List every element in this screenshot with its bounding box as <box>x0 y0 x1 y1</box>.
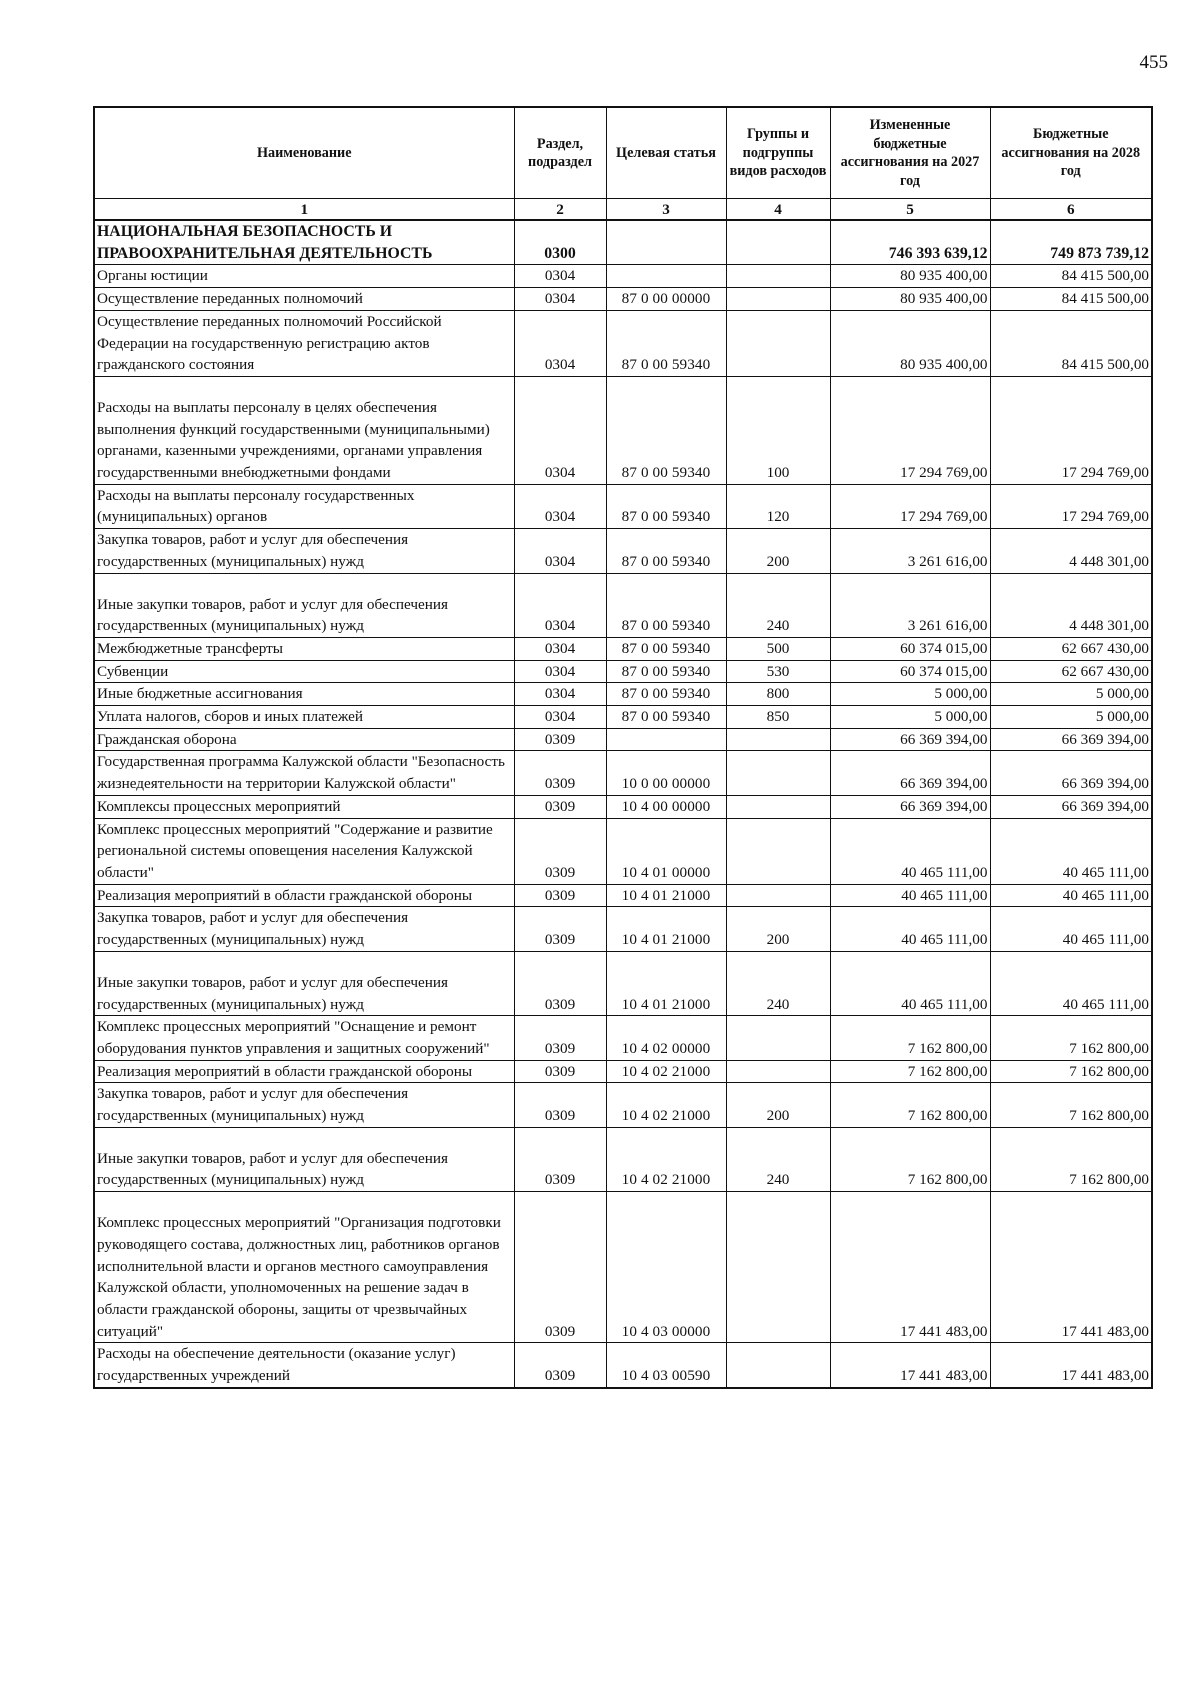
row-section: 0309 <box>514 728 606 751</box>
row-name: Реализация мероприятий в области гражданской обороны <box>94 1060 514 1083</box>
row-amount-2028: 17 294 769,00 <box>990 484 1152 528</box>
row-name: Комплексы процессных мероприятий <box>94 795 514 818</box>
row-section: 0309 <box>514 818 606 884</box>
row-amount-2027: 17 441 483,00 <box>830 1343 990 1388</box>
row-target-article: 10 0 00 00000 <box>606 751 726 795</box>
row-amount-2028: 84 415 500,00 <box>990 310 1152 376</box>
row-expense-type: 850 <box>726 706 830 729</box>
row-amount-2028: 4 448 301,00 <box>990 529 1152 573</box>
table-row <box>94 1060 1152 1083</box>
table-row <box>94 907 1152 951</box>
row-target-article <box>606 728 726 751</box>
row-section: 0304 <box>514 660 606 683</box>
column-number: 3 <box>606 199 726 221</box>
row-name: Комплекс процессных мероприятий "Содержание и развитие региональной системы оповещения населения Калужской области" <box>94 818 514 884</box>
table-row <box>94 220 1152 265</box>
header-target-article: Целевая статья <box>606 107 726 199</box>
row-section: 0309 <box>514 795 606 818</box>
row-amount-2027: 17 294 769,00 <box>830 376 990 484</box>
row-section: 0304 <box>514 637 606 660</box>
table-row <box>94 288 1152 311</box>
column-number: 1 <box>94 199 514 221</box>
table-row <box>94 265 1152 288</box>
table-row <box>94 884 1152 907</box>
row-target-article: 10 4 01 00000 <box>606 818 726 884</box>
budget-table <box>93 106 1153 1389</box>
row-expense-type: 200 <box>726 907 830 951</box>
row-target-article: 87 0 00 59340 <box>606 376 726 484</box>
row-name: Субвенции <box>94 660 514 683</box>
row-amount-2027: 7 162 800,00 <box>830 1127 990 1191</box>
row-amount-2028: 84 415 500,00 <box>990 288 1152 311</box>
row-name: Расходы на выплаты персоналу в целях обеспечения выполнения функций государственными (муниципальными) органами, казенными учреждениями, органами управления государственными внебюджетными фондами <box>94 376 514 484</box>
row-amount-2028: 40 465 111,00 <box>990 818 1152 884</box>
row-expense-type <box>726 818 830 884</box>
row-section: 0304 <box>514 265 606 288</box>
row-amount-2028: 7 162 800,00 <box>990 1127 1152 1191</box>
row-name: Комплекс процессных мероприятий "Оснащение и ремонт оборудования пунктов управления и защитных сооружений" <box>94 1016 514 1060</box>
row-section: 0309 <box>514 1060 606 1083</box>
row-section: 0309 <box>514 1016 606 1060</box>
row-section: 0309 <box>514 1343 606 1388</box>
row-name: Расходы на обеспечение деятельности (оказание услуг) государственных учреждений <box>94 1343 514 1388</box>
table-row <box>94 1016 1152 1060</box>
row-target-article: 10 4 02 21000 <box>606 1127 726 1191</box>
row-amount-2027: 3 261 616,00 <box>830 573 990 637</box>
table-row <box>94 637 1152 660</box>
row-name: Иные закупки товаров, работ и услуг для обеспечения государственных (муниципальных) нужд <box>94 1127 514 1191</box>
row-amount-2027: 40 465 111,00 <box>830 951 990 1015</box>
row-expense-type <box>726 884 830 907</box>
row-section: 0309 <box>514 1083 606 1127</box>
header-name: Наименование <box>94 107 514 199</box>
table-header-row <box>94 107 1152 199</box>
row-expense-type: 240 <box>726 1127 830 1191</box>
row-target-article: 87 0 00 00000 <box>606 288 726 311</box>
row-name: Осуществление переданных полномочий Российской Федерации на государственную регистрацию актов гражданского состояния <box>94 310 514 376</box>
table-row <box>94 751 1152 795</box>
table-row <box>94 951 1152 1015</box>
row-expense-type: 500 <box>726 637 830 660</box>
row-target-article: 87 0 00 59340 <box>606 484 726 528</box>
row-name: Органы юстиции <box>94 265 514 288</box>
row-amount-2028: 84 415 500,00 <box>990 265 1152 288</box>
row-amount-2028: 7 162 800,00 <box>990 1016 1152 1060</box>
row-expense-type: 530 <box>726 660 830 683</box>
row-amount-2027: 66 369 394,00 <box>830 728 990 751</box>
row-name: Уплата налогов, сборов и иных платежей <box>94 706 514 729</box>
row-section: 0304 <box>514 484 606 528</box>
row-amount-2028: 7 162 800,00 <box>990 1060 1152 1083</box>
row-target-article: 87 0 00 59340 <box>606 683 726 706</box>
row-amount-2027: 80 935 400,00 <box>830 265 990 288</box>
row-expense-type: 800 <box>726 683 830 706</box>
row-target-article: 10 4 02 00000 <box>606 1016 726 1060</box>
table-row <box>94 660 1152 683</box>
table-row <box>94 1343 1152 1388</box>
row-expense-type: 100 <box>726 376 830 484</box>
row-name: Межбюджетные трансферты <box>94 637 514 660</box>
row-expense-type <box>726 1343 830 1388</box>
row-section: 0309 <box>514 1192 606 1343</box>
row-target-article: 10 4 03 00590 <box>606 1343 726 1388</box>
table-row <box>94 529 1152 573</box>
row-section: 0300 <box>514 220 606 265</box>
row-amount-2028: 66 369 394,00 <box>990 728 1152 751</box>
column-number-row <box>94 199 1152 221</box>
table-row <box>94 1083 1152 1127</box>
row-target-article: 87 0 00 59340 <box>606 529 726 573</box>
row-amount-2028: 40 465 111,00 <box>990 884 1152 907</box>
header-amount-2027: Измененные бюджетные ассигнования на 2027 год <box>830 107 990 199</box>
row-name: Закупка товаров, работ и услуг для обеспечения государственных (муниципальных) нужд <box>94 1083 514 1127</box>
row-amount-2027: 17 294 769,00 <box>830 484 990 528</box>
row-expense-type: 200 <box>726 1083 830 1127</box>
row-amount-2028: 4 448 301,00 <box>990 573 1152 637</box>
row-section: 0309 <box>514 907 606 951</box>
row-section: 0304 <box>514 310 606 376</box>
row-target-article <box>606 220 726 265</box>
row-amount-2028: 17 441 483,00 <box>990 1192 1152 1343</box>
table-row <box>94 706 1152 729</box>
row-amount-2028: 40 465 111,00 <box>990 951 1152 1015</box>
row-expense-type: 120 <box>726 484 830 528</box>
row-target-article: 10 4 02 21000 <box>606 1083 726 1127</box>
row-expense-type <box>726 310 830 376</box>
row-target-article: 10 4 03 00000 <box>606 1192 726 1343</box>
row-target-article: 10 4 01 21000 <box>606 884 726 907</box>
row-amount-2027: 66 369 394,00 <box>830 751 990 795</box>
header-section: Раздел, подраздел <box>514 107 606 199</box>
row-target-article: 87 0 00 59340 <box>606 310 726 376</box>
page-number: 455 <box>1139 52 1168 73</box>
row-expense-type <box>726 220 830 265</box>
row-amount-2027: 5 000,00 <box>830 706 990 729</box>
row-amount-2027: 66 369 394,00 <box>830 795 990 818</box>
row-amount-2028: 66 369 394,00 <box>990 795 1152 818</box>
table-row <box>94 376 1152 484</box>
row-name: Государственная программа Калужской области "Безопасность жизнедеятельности на территории Калужской области" <box>94 751 514 795</box>
row-section: 0304 <box>514 376 606 484</box>
row-amount-2027: 7 162 800,00 <box>830 1016 990 1060</box>
table-row <box>94 484 1152 528</box>
row-section: 0304 <box>514 573 606 637</box>
row-amount-2027: 7 162 800,00 <box>830 1083 990 1127</box>
row-expense-type <box>726 1060 830 1083</box>
row-amount-2027: 17 441 483,00 <box>830 1192 990 1343</box>
table-row <box>94 1192 1152 1343</box>
column-number: 2 <box>514 199 606 221</box>
row-section: 0309 <box>514 884 606 907</box>
row-target-article: 87 0 00 59340 <box>606 660 726 683</box>
row-amount-2027: 60 374 015,00 <box>830 637 990 660</box>
row-amount-2028: 66 369 394,00 <box>990 751 1152 795</box>
column-number: 5 <box>830 199 990 221</box>
row-amount-2027: 40 465 111,00 <box>830 907 990 951</box>
table-row <box>94 1127 1152 1191</box>
header-amount-2028: Бюджетные ассигнования на 2028 год <box>990 107 1152 199</box>
row-amount-2027: 7 162 800,00 <box>830 1060 990 1083</box>
row-target-article: 10 4 02 21000 <box>606 1060 726 1083</box>
row-amount-2028: 7 162 800,00 <box>990 1083 1152 1127</box>
row-amount-2028: 5 000,00 <box>990 706 1152 729</box>
row-expense-type <box>726 1016 830 1060</box>
row-amount-2027: 40 465 111,00 <box>830 884 990 907</box>
row-amount-2027: 40 465 111,00 <box>830 818 990 884</box>
row-amount-2027: 80 935 400,00 <box>830 288 990 311</box>
row-amount-2028: 62 667 430,00 <box>990 637 1152 660</box>
row-amount-2028: 17 441 483,00 <box>990 1343 1152 1388</box>
row-expense-type <box>726 795 830 818</box>
column-number: 6 <box>990 199 1152 221</box>
table-row <box>94 818 1152 884</box>
row-amount-2028: 17 294 769,00 <box>990 376 1152 484</box>
row-name: Гражданская оборона <box>94 728 514 751</box>
row-amount-2028: 5 000,00 <box>990 683 1152 706</box>
row-amount-2028: 40 465 111,00 <box>990 907 1152 951</box>
row-name: Иные бюджетные ассигнования <box>94 683 514 706</box>
row-expense-type <box>726 728 830 751</box>
row-amount-2027: 80 935 400,00 <box>830 310 990 376</box>
row-section: 0304 <box>514 683 606 706</box>
row-section: 0309 <box>514 1127 606 1191</box>
table-row <box>94 310 1152 376</box>
table-row <box>94 795 1152 818</box>
row-target-article: 87 0 00 59340 <box>606 637 726 660</box>
row-section: 0304 <box>514 529 606 573</box>
row-amount-2027: 3 261 616,00 <box>830 529 990 573</box>
row-target-article: 10 4 01 21000 <box>606 907 726 951</box>
row-name: Реализация мероприятий в области гражданской обороны <box>94 884 514 907</box>
row-name: Иные закупки товаров, работ и услуг для обеспечения государственных (муниципальных) нужд <box>94 951 514 1015</box>
table-body <box>94 220 1152 1388</box>
row-amount-2027: 60 374 015,00 <box>830 660 990 683</box>
column-number: 4 <box>726 199 830 221</box>
row-expense-type: 240 <box>726 951 830 1015</box>
row-name: НАЦИОНАЛЬНАЯ БЕЗОПАСНОСТЬ И ПРАВООХРАНИТЕЛЬНАЯ ДЕЯТЕЛЬНОСТЬ <box>94 220 514 265</box>
row-amount-2028: 749 873 739,12 <box>990 220 1152 265</box>
row-name: Закупка товаров, работ и услуг для обеспечения государственных (муниципальных) нужд <box>94 529 514 573</box>
row-section: 0304 <box>514 288 606 311</box>
header-expense-type: Группы и подгруппы видов расходов <box>726 107 830 199</box>
row-name: Комплекс процессных мероприятий "Организация подготовки руководящего состава, должностных лиц, работников органов исполнительной власти и органов местного самоуправления Калужской области, уполномоченных на решение задач в области гражданской обороны, защиты от чрезвычайных ситуаций" <box>94 1192 514 1343</box>
row-section: 0304 <box>514 706 606 729</box>
row-amount-2028: 62 667 430,00 <box>990 660 1152 683</box>
table-row <box>94 728 1152 751</box>
row-section: 0309 <box>514 751 606 795</box>
row-expense-type: 200 <box>726 529 830 573</box>
row-name: Закупка товаров, работ и услуг для обеспечения государственных (муниципальных) нужд <box>94 907 514 951</box>
row-expense-type <box>726 1192 830 1343</box>
row-name: Осуществление переданных полномочий <box>94 288 514 311</box>
row-section: 0309 <box>514 951 606 1015</box>
row-target-article: 10 4 00 00000 <box>606 795 726 818</box>
row-name: Иные закупки товаров, работ и услуг для обеспечения государственных (муниципальных) нужд <box>94 573 514 637</box>
row-target-article <box>606 265 726 288</box>
row-amount-2027: 5 000,00 <box>830 683 990 706</box>
row-expense-type: 240 <box>726 573 830 637</box>
table-row <box>94 683 1152 706</box>
row-expense-type <box>726 751 830 795</box>
row-target-article: 87 0 00 59340 <box>606 573 726 637</box>
row-expense-type <box>726 265 830 288</box>
table-row <box>94 573 1152 637</box>
row-amount-2027: 746 393 639,12 <box>830 220 990 265</box>
row-target-article: 87 0 00 59340 <box>606 706 726 729</box>
row-expense-type <box>726 288 830 311</box>
row-target-article: 10 4 01 21000 <box>606 951 726 1015</box>
row-name: Расходы на выплаты персоналу государственных (муниципальных) органов <box>94 484 514 528</box>
